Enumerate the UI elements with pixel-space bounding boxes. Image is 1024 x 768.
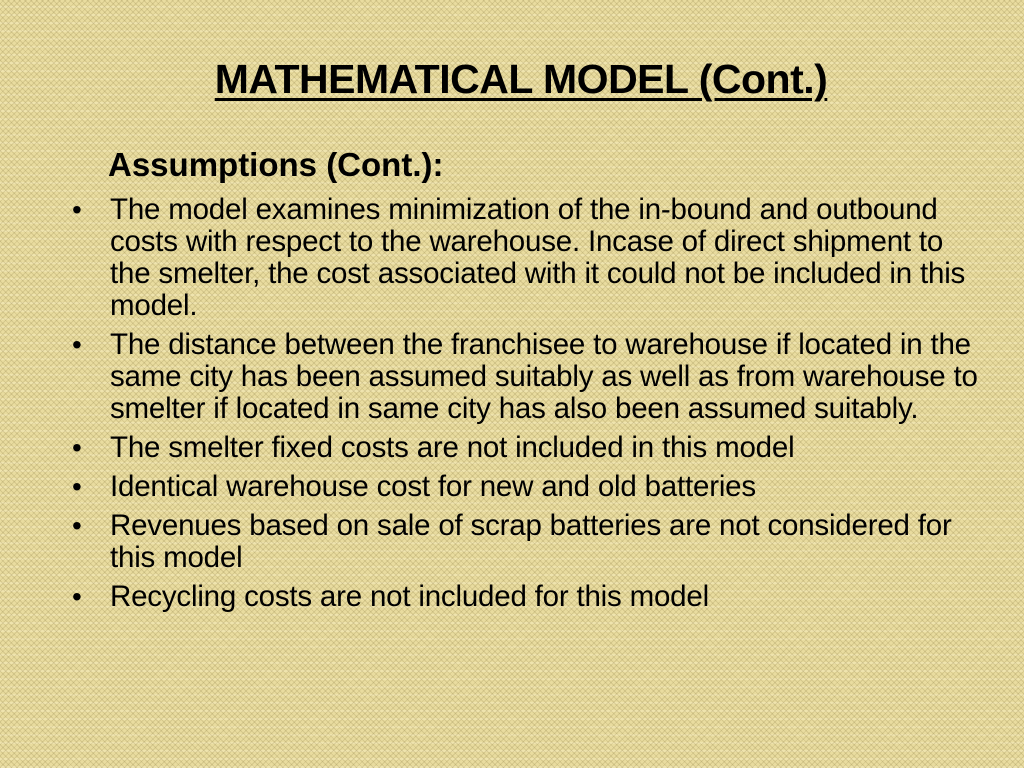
bullet-icon: • bbox=[72, 510, 82, 541]
bullet-item-4 bbox=[60, 471, 980, 503]
section-subtitle: Assumptions (Cont.): bbox=[108, 146, 444, 183]
bullet-text: The distance between the franchisee to warehouse if located in the same city has been assumed suitably as well as from warehouse to smelter if located in same city has also been assumed suitably. bbox=[110, 328, 978, 425]
bullet-icon: • bbox=[72, 471, 82, 502]
bullet-icon: • bbox=[72, 432, 82, 463]
bullet-list bbox=[60, 194, 980, 620]
bullet-icon: • bbox=[72, 581, 82, 612]
bullet-text: The model examines minimization of the in-bound and outbound costs with respect to the warehouse. Incase of direct shipment to the smelter, the cost associated with it could not be included in this model. bbox=[110, 193, 966, 322]
bullet-icon: • bbox=[72, 194, 82, 225]
slide-title: MATHEMATICAL MODEL (Cont.) bbox=[214, 56, 828, 102]
bullet-item-6 bbox=[60, 581, 980, 613]
bullet-item-1 bbox=[60, 194, 980, 322]
bullet-item-3 bbox=[60, 432, 980, 464]
bullet-text: Identical warehouse cost for new and old batteries bbox=[110, 470, 756, 503]
bullet-icon: • bbox=[72, 329, 82, 360]
bullet-item-2 bbox=[60, 329, 980, 425]
bullet-text: Recycling costs are not included for this model bbox=[110, 580, 709, 613]
bullet-item-5 bbox=[60, 510, 980, 574]
bullet-text: Revenues based on sale of scrap batteries are not considered for this model bbox=[110, 509, 952, 574]
bullet-text: The smelter fixed costs are not included in this model bbox=[110, 431, 795, 464]
